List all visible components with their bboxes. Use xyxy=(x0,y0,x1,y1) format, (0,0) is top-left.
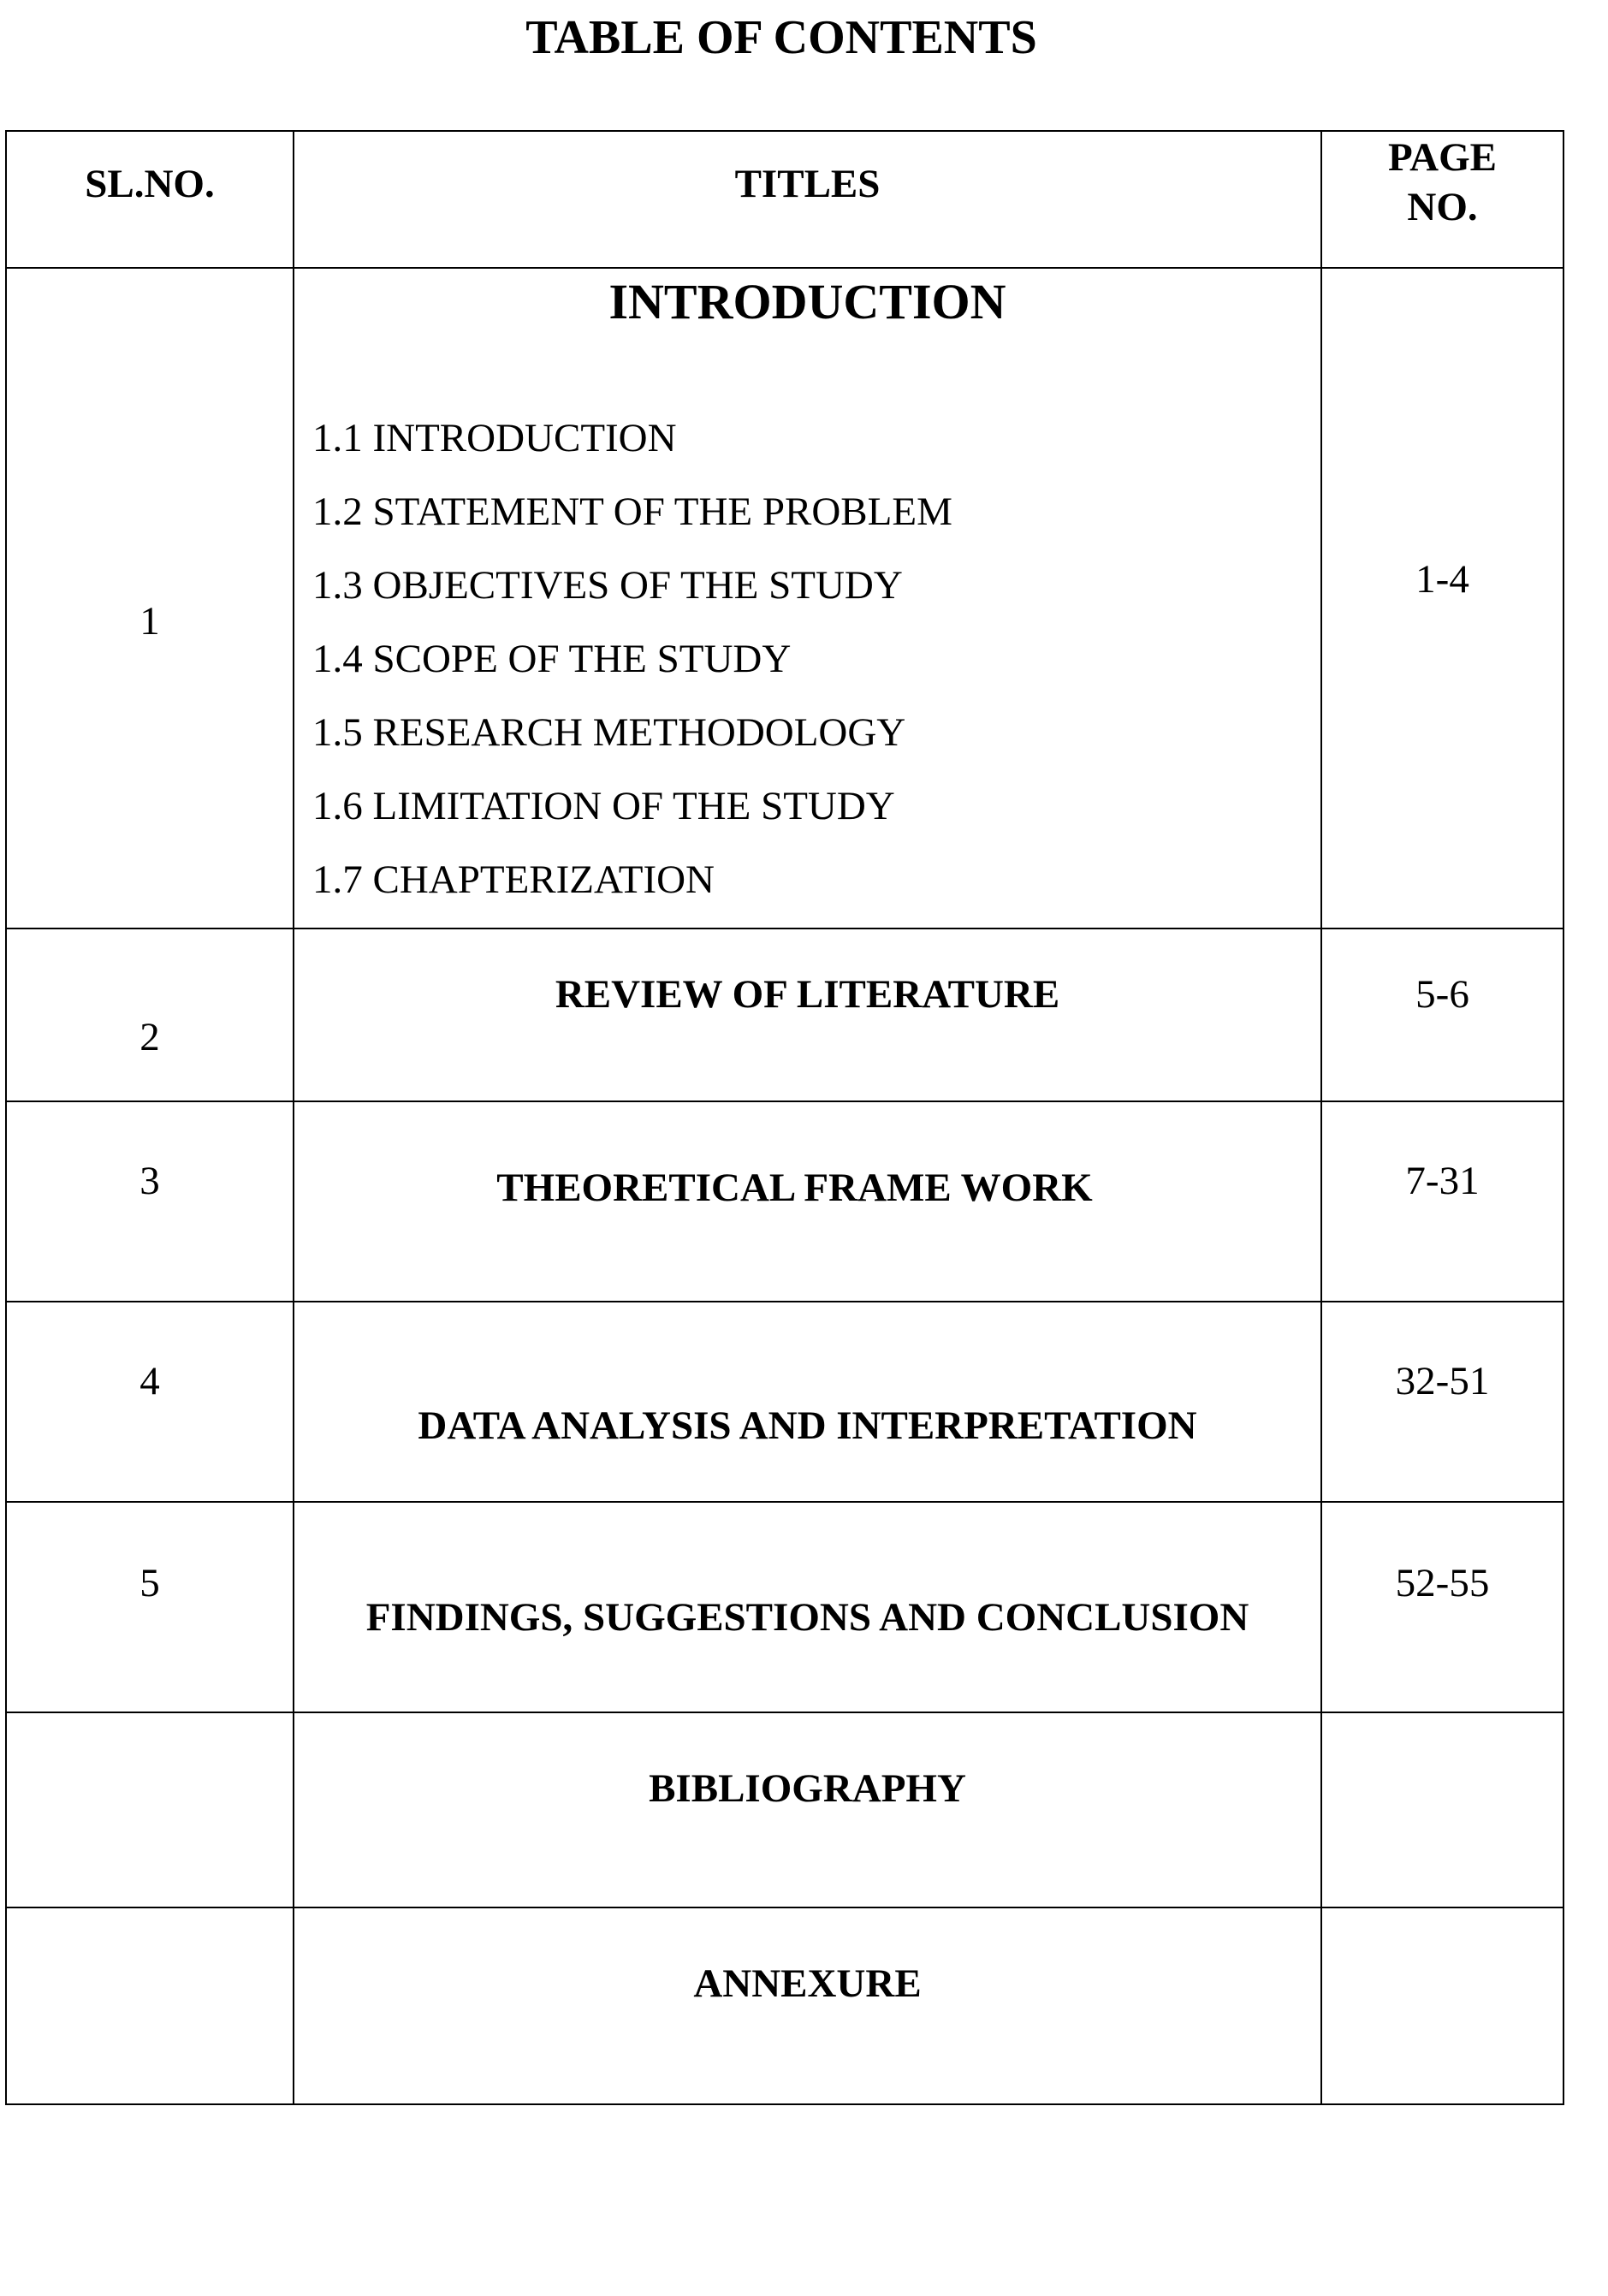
title-cell xyxy=(294,1302,1321,1502)
page-title: TABLE OF CONTENTS xyxy=(525,11,1037,64)
header-page-no-line1: PAGE xyxy=(1387,135,1498,180)
sl-no-cell xyxy=(6,928,294,1101)
sl-no: 5 xyxy=(139,1561,160,1605)
title-cell xyxy=(294,928,1321,1101)
title-cell xyxy=(294,1712,1321,1907)
table-row xyxy=(6,928,1563,1101)
page-range: 1-4 xyxy=(1415,557,1469,602)
title-cell xyxy=(294,1907,1321,2104)
table-row xyxy=(6,1101,1563,1302)
sl-no: 4 xyxy=(139,1359,160,1403)
sl-no-cell xyxy=(6,1502,294,1712)
title-cell xyxy=(294,268,1321,928)
chapter-title: DATA ANALYSIS AND INTERPRETATION xyxy=(418,1403,1197,1448)
sl-no: 1 xyxy=(139,599,160,644)
subsection-item: 1.3 OBJECTIVES OF THE STUDY xyxy=(312,563,903,608)
subsection-item: 1.6 LIMITATION OF THE STUDY xyxy=(312,784,895,828)
chapter-title: REVIEW OF LITERATURE xyxy=(555,972,1060,1017)
subsection-item: 1.7 CHAPTERIZATION xyxy=(312,857,715,902)
title-cell xyxy=(294,1502,1321,1712)
page-cell xyxy=(1321,1502,1563,1712)
page-cell xyxy=(1321,1907,1563,2104)
page-range: 5-6 xyxy=(1415,972,1469,1017)
sl-no-cell xyxy=(6,268,294,928)
table-row xyxy=(6,268,1563,928)
table-header-row xyxy=(6,131,1563,268)
sl-no-cell xyxy=(6,1302,294,1502)
table-row xyxy=(6,1712,1563,1907)
chapter-title: THEORETICAL FRAME WORK xyxy=(496,1166,1093,1210)
chapter-title: ANNEXURE xyxy=(693,1961,922,2006)
chapter-title: BIBLIOGRAPHY xyxy=(649,1766,966,1811)
page-cell xyxy=(1321,1101,1563,1302)
chapter-title: INTRODUCTION xyxy=(608,274,1006,329)
page-cell xyxy=(1321,1712,1563,1907)
header-cell-titles xyxy=(294,131,1321,268)
sl-no: 3 xyxy=(139,1159,160,1203)
table-row xyxy=(6,1302,1563,1502)
table-of-contents xyxy=(5,130,1564,2105)
header-page-no-line2: NO. xyxy=(1407,185,1478,229)
chapter-title: FINDINGS, SUGGESTIONS AND CONCLUSION xyxy=(365,1595,1249,1640)
page-range: 52-55 xyxy=(1395,1561,1490,1605)
sl-no: 2 xyxy=(139,1015,160,1059)
page-range: 7-31 xyxy=(1405,1159,1480,1203)
subsection-item: 1.1 INTRODUCTION xyxy=(312,416,677,460)
table-row xyxy=(6,1907,1563,2104)
page-cell xyxy=(1321,928,1563,1101)
subsection-item: 1.5 RESEARCH METHODOLOGY xyxy=(312,710,906,755)
subsection-item: 1.4 SCOPE OF THE STUDY xyxy=(312,637,792,681)
header-sl-no: SL.NO. xyxy=(85,162,215,206)
header-cell-sl-no xyxy=(6,131,294,268)
sl-no-cell xyxy=(6,1712,294,1907)
subsection-list xyxy=(312,401,952,917)
subsection-item: 1.2 STATEMENT OF THE PROBLEM xyxy=(312,489,952,534)
page-cell xyxy=(1321,1302,1563,1502)
page-range: 32-51 xyxy=(1395,1359,1490,1403)
table-row xyxy=(6,1502,1563,1712)
title-cell xyxy=(294,1101,1321,1302)
header-cell-page-no xyxy=(1321,131,1563,268)
sl-no-cell xyxy=(6,1101,294,1302)
sl-no-cell xyxy=(6,1907,294,2104)
header-titles: TITLES xyxy=(734,162,881,206)
page-cell xyxy=(1321,268,1563,928)
